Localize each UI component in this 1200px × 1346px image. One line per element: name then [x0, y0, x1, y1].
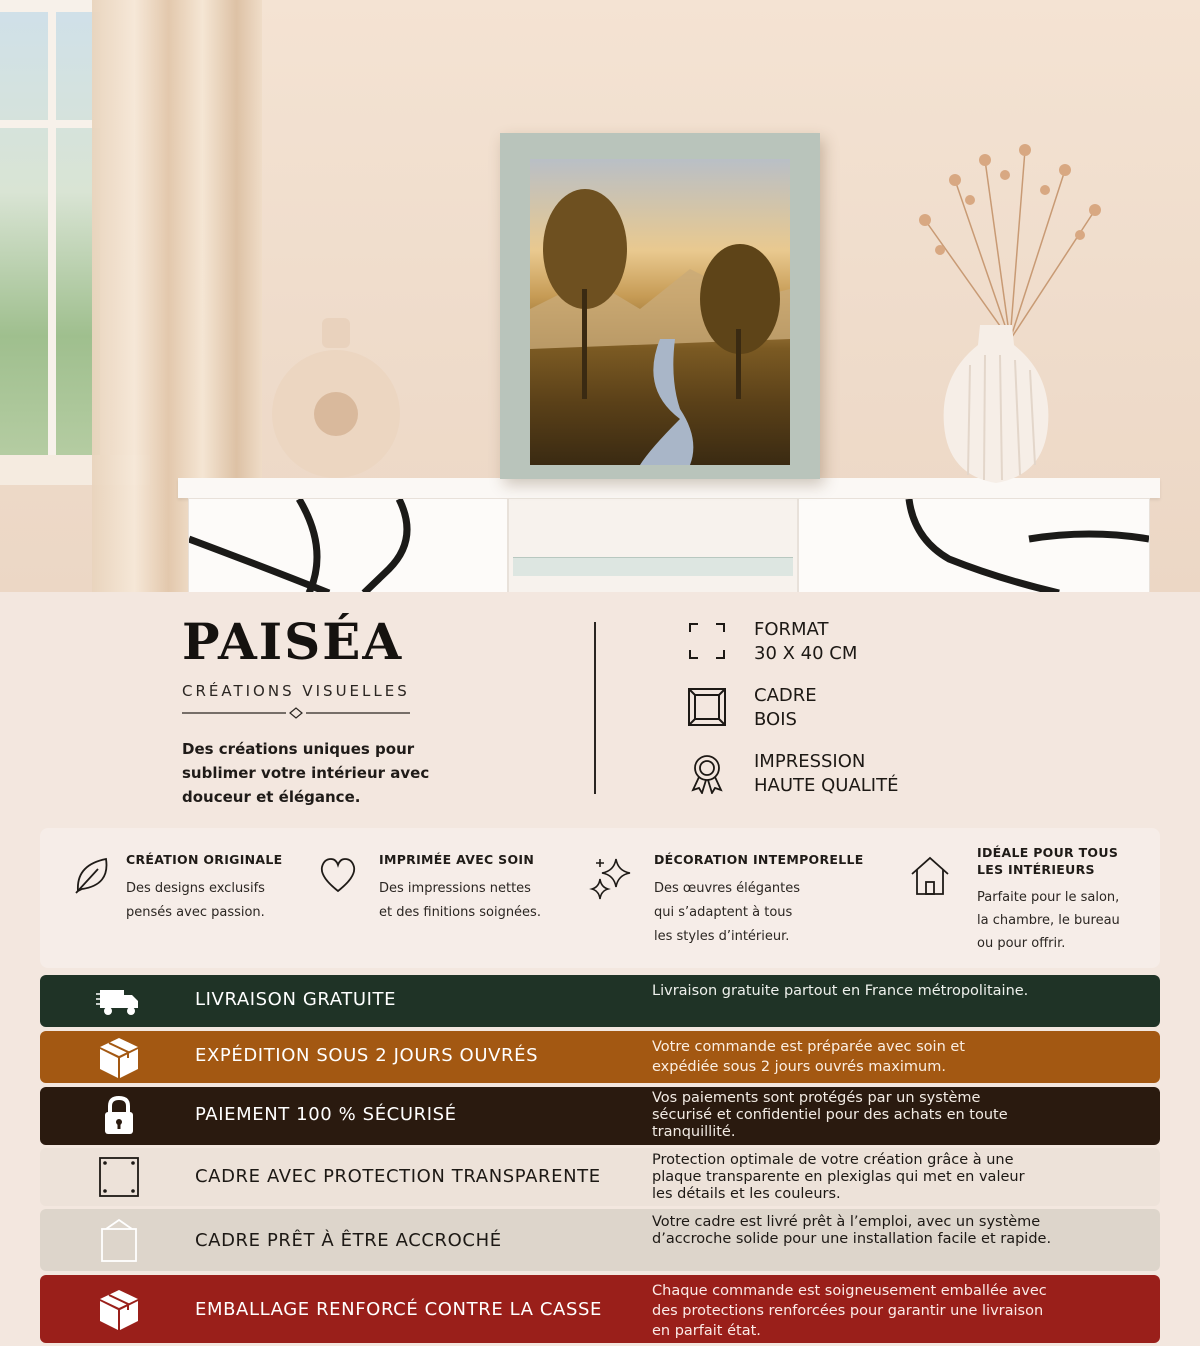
sparkles-icon — [588, 855, 634, 901]
hero-photo — [0, 0, 1200, 592]
feature-title: CRÉATION ORIGINALE — [126, 852, 283, 867]
band-desc: Votre cadre est livré prêt à l’emploi, avec un système d’accroche solide pour une installation facile et rapide. — [652, 1214, 1052, 1247]
format-corners-icon — [686, 620, 728, 662]
band-desc: Protection optimale de votre création grâce à une plaque transparente en plexiglas qui met en valeur les détails et les couleurs. — [652, 1152, 1025, 1202]
feature-desc: Des œuvres élégantes qui s’adaptent à tous les styles d’intérieur. — [654, 881, 801, 944]
band-label: CADRE PRÊT À ÊTRE ACCROCHÉ — [195, 1230, 502, 1251]
lock-icon — [96, 1093, 142, 1139]
spec-format — [686, 618, 986, 670]
award-ribbon-icon — [686, 752, 728, 794]
box-icon — [96, 1034, 142, 1080]
band-label: EMBALLAGE RENFORCÉ CONTRE LA CASSE — [195, 1299, 602, 1320]
spec-label: CADRE — [754, 685, 817, 706]
feature-title: IMPRIMÉE AVEC SOIN — [379, 852, 535, 867]
sideboard-door-left — [188, 498, 508, 592]
dried-flowers — [895, 140, 1125, 340]
ring-vase — [270, 318, 402, 480]
band-desc: Chaque commande est soigneusement emballée avec des protections renforcées pour garantir une livraison en parfait état. — [652, 1283, 1047, 1339]
feature-ideale — [908, 845, 1148, 962]
ribbed-vase — [940, 325, 1052, 483]
feature-desc: Des impressions nettes et des finitions soignées. — [379, 881, 541, 920]
feature-originale — [72, 852, 292, 945]
spec-value: BOIS — [754, 709, 797, 730]
frame-icon — [686, 686, 728, 728]
feature-intemporelle — [588, 852, 868, 955]
vertical-divider — [594, 622, 596, 794]
box-icon — [96, 1286, 142, 1332]
feature-imprimee — [318, 852, 568, 945]
brand-tagline: Des créations uniques pour sublimer votre intérieur avec douceur et élégance. — [182, 740, 430, 806]
spec-label: IMPRESSION — [754, 751, 866, 772]
band-label: LIVRAISON GRATUITE — [195, 989, 397, 1010]
feature-title: IDÉALE POUR TOUS LES INTÉRIEURS — [977, 845, 1119, 877]
spec-value: HAUTE QUALITÉ — [754, 775, 899, 796]
band-protection — [40, 1148, 1160, 1206]
sideboard-open-shelf — [508, 498, 798, 592]
spec-impression — [686, 750, 986, 802]
band-desc: Vos paiements sont protégés par un système sécurisé et confidentiel pour des achats en toute tranquillité. — [652, 1090, 1008, 1140]
brand-name: PAISÉA — [182, 612, 404, 671]
house-icon — [908, 854, 952, 898]
brand-subtitle: CRÉATIONS VISUELLES — [182, 682, 410, 700]
band-accroche — [40, 1209, 1160, 1271]
framed-landscape-print — [500, 133, 820, 479]
band-label: PAIEMENT 100 % SÉCURISÉ — [195, 1104, 457, 1125]
spec-label: FORMAT — [754, 619, 829, 640]
feature-desc: Des designs exclusifs pensés avec passion. — [126, 881, 265, 920]
hanging-frame-icon — [96, 1217, 142, 1263]
band-label: CADRE AVEC PROTECTION TRANSPARENTE — [195, 1166, 601, 1187]
sideboard-door-right — [798, 498, 1150, 592]
truck-icon — [96, 978, 142, 1024]
landscape-artwork — [530, 159, 790, 465]
heart-icon — [318, 855, 358, 895]
ornament-divider — [182, 706, 410, 720]
leaf-icon — [72, 855, 112, 895]
band-livraison — [40, 975, 1160, 1027]
band-label: EXPÉDITION SOUS 2 JOURS OUVRÉS — [195, 1045, 539, 1066]
band-paiement — [40, 1087, 1160, 1145]
feature-title: DÉCORATION INTEMPORELLE — [654, 852, 864, 867]
spec-value: 30 X 40 CM — [754, 643, 858, 664]
band-desc: Livraison gratuite partout en France métropolitaine. — [652, 983, 1029, 999]
feature-desc: Parfaite pour le salon, la chambre, le bureau ou pour offrir. — [977, 890, 1120, 951]
band-expedition — [40, 1031, 1160, 1083]
spec-cadre — [686, 684, 986, 736]
band-emballage — [40, 1275, 1160, 1343]
frame-square-icon — [96, 1154, 142, 1200]
band-desc: Votre commande est préparée avec soin et expédiée sous 2 jours ouvrés maximum. — [652, 1039, 965, 1075]
